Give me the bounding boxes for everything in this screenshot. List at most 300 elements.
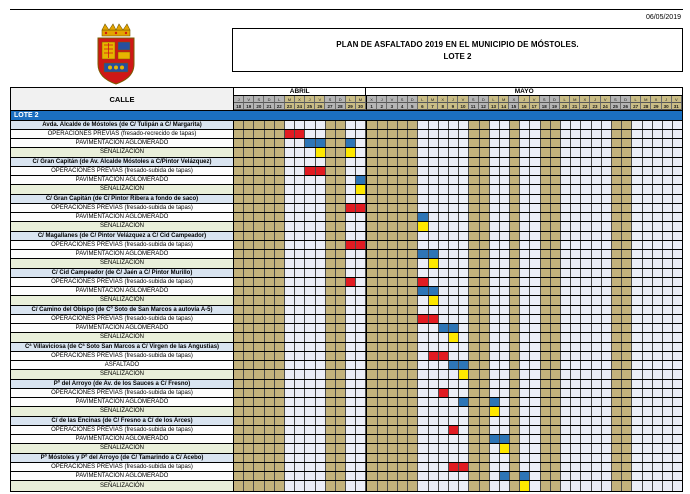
- street-label: C/ Magallanes (de C/ Pintor Velázquez a C/ Cid Campeador): [11, 232, 234, 240]
- activity-label: OPERACIONES PREVIAS (fresado-subida de tapas): [11, 426, 234, 434]
- day-cell: [592, 454, 602, 462]
- day-cell: [530, 380, 540, 388]
- day-cell: [469, 222, 479, 230]
- day-cell: [673, 222, 682, 230]
- day-cell: [673, 296, 682, 304]
- day-cell: [571, 167, 581, 175]
- day-cell: [663, 296, 673, 304]
- day-cell: [469, 176, 479, 184]
- day-cell: [265, 454, 275, 462]
- day-cell: [480, 454, 490, 462]
- day-cell: [429, 324, 439, 332]
- day-cell: [254, 241, 264, 249]
- day-cell: [265, 398, 275, 406]
- day-cell: [378, 278, 388, 286]
- day-cell: [612, 463, 622, 471]
- day-cell: [326, 232, 336, 240]
- day-cell: [439, 454, 449, 462]
- day-cell: [305, 444, 315, 452]
- day-cell: [459, 204, 469, 212]
- day-cell: [510, 370, 520, 378]
- day-cell: [418, 407, 428, 415]
- day-cell: [265, 139, 275, 147]
- day-cell: [336, 370, 346, 378]
- activity-label: PAVIMENTACIÓN AGLOMERADO: [11, 472, 234, 480]
- day-cell: [408, 306, 418, 314]
- day-cell: [632, 352, 642, 360]
- day-cell: [663, 158, 673, 166]
- day-cell: [295, 463, 305, 471]
- page-title: PLAN DE ASFALTADO 2019 EN EL MUNICIPIO DE MÓSTOLES.: [336, 39, 579, 49]
- day-cell: [673, 204, 682, 212]
- day-cell: [459, 241, 469, 249]
- day-cell: [643, 306, 653, 314]
- weekday-letter-cell: D: [479, 96, 489, 103]
- day-cell: [336, 454, 346, 462]
- day-cell: [673, 472, 682, 480]
- day-cell: [530, 481, 540, 490]
- day-strip: [234, 380, 682, 388]
- day-cell: [254, 185, 264, 193]
- day-cell: [439, 407, 449, 415]
- day-cell: [408, 130, 418, 138]
- day-cell: [265, 232, 275, 240]
- day-number-cell: 17: [530, 103, 540, 110]
- day-cell: [520, 389, 530, 397]
- day-cell: [490, 296, 500, 304]
- day-cell: [316, 463, 326, 471]
- day-cell: [449, 195, 459, 203]
- day-cell: [673, 380, 682, 388]
- day-cell: [592, 121, 602, 129]
- day-cell: [336, 407, 346, 415]
- day-cell: [439, 148, 449, 156]
- day-cell: [398, 398, 408, 406]
- day-cell: [469, 121, 479, 129]
- day-strip: [234, 241, 682, 249]
- day-cell: [275, 444, 285, 452]
- day-cell: [346, 444, 356, 452]
- day-cell: [551, 444, 561, 452]
- day-cell: [336, 444, 346, 452]
- street-label: C/ Gran Capitán (de Av. Alcalde Móstoles a C/Pintor Velázquez): [11, 158, 234, 166]
- day-cell: [378, 296, 388, 304]
- day-cell: [316, 287, 326, 295]
- gantt-bar-cell: [429, 352, 439, 360]
- day-cell: [622, 269, 632, 277]
- weekday-letter-cell: X: [580, 96, 590, 103]
- day-cell: [530, 389, 540, 397]
- day-cell: [275, 139, 285, 147]
- activity-label: OPERACIONES PREVIAS (fresado-subida de tapas): [11, 278, 234, 286]
- day-cell: [234, 222, 244, 230]
- gantt-bar-cell: [459, 398, 469, 406]
- day-cell: [388, 269, 398, 277]
- weekday-letter-cell: J: [519, 96, 529, 103]
- day-cell: [305, 343, 315, 351]
- day-cell: [356, 222, 366, 230]
- day-cell: [653, 287, 663, 295]
- day-cell: [244, 444, 254, 452]
- day-cell: [622, 121, 632, 129]
- day-cell: [429, 380, 439, 388]
- day-cell: [673, 241, 682, 249]
- day-cell: [459, 324, 469, 332]
- day-cell: [602, 222, 612, 230]
- day-cell: [622, 259, 632, 267]
- day-cell: [378, 250, 388, 258]
- day-cell: [602, 343, 612, 351]
- day-cell: [490, 167, 500, 175]
- day-cell: [581, 121, 591, 129]
- day-cell: [234, 324, 244, 332]
- weekday-letter-cell: J: [662, 96, 672, 103]
- day-cell: [459, 380, 469, 388]
- day-cell: [551, 121, 561, 129]
- day-cell: [326, 148, 336, 156]
- day-cell: [581, 361, 591, 369]
- day-cell: [275, 250, 285, 258]
- day-cell: [520, 241, 530, 249]
- day-cell: [285, 158, 295, 166]
- day-cell: [356, 315, 366, 323]
- day-cell: [602, 444, 612, 452]
- activity-row: [11, 315, 682, 324]
- day-cell: [295, 167, 305, 175]
- weekday-letter-cell: L: [275, 96, 285, 103]
- day-cell: [602, 407, 612, 415]
- day-cell: [592, 426, 602, 434]
- day-cell: [275, 148, 285, 156]
- day-cell: [449, 287, 459, 295]
- day-cell: [469, 287, 479, 295]
- day-strip: [234, 315, 682, 323]
- section-banner: LOTE 2: [11, 111, 682, 121]
- day-cell: [612, 398, 622, 406]
- day-cell: [490, 269, 500, 277]
- day-cell: [571, 278, 581, 286]
- day-cell: [316, 352, 326, 360]
- day-cell: [305, 204, 315, 212]
- gantt-bar-cell: [500, 472, 510, 480]
- day-cell: [398, 417, 408, 425]
- day-cell: [520, 148, 530, 156]
- day-cell: [265, 361, 275, 369]
- day-cell: [418, 380, 428, 388]
- day-cell: [500, 167, 510, 175]
- day-cell: [429, 370, 439, 378]
- day-cell: [295, 370, 305, 378]
- weekday-letter-cell: L: [489, 96, 499, 103]
- day-cell: [653, 324, 663, 332]
- day-cell: [254, 398, 264, 406]
- day-cell: [561, 380, 571, 388]
- day-cell: [490, 259, 500, 267]
- day-cell: [673, 306, 682, 314]
- weekday-letter-cell: S: [540, 96, 550, 103]
- day-cell: [305, 195, 315, 203]
- day-strip: [234, 444, 682, 452]
- day-cell: [551, 176, 561, 184]
- day-cell: [305, 454, 315, 462]
- day-cell: [643, 121, 653, 129]
- day-cell: [378, 176, 388, 184]
- day-cell: [530, 343, 540, 351]
- day-cell: [520, 130, 530, 138]
- day-cell: [581, 241, 591, 249]
- day-cell: [459, 269, 469, 277]
- day-cell: [378, 185, 388, 193]
- day-strip: [234, 158, 682, 166]
- day-cell: [520, 398, 530, 406]
- gantt-bar-cell: [449, 361, 459, 369]
- day-cell: [295, 278, 305, 286]
- day-cell: [581, 370, 591, 378]
- day-cell: [581, 139, 591, 147]
- day-cell: [622, 241, 632, 249]
- day-cell: [490, 204, 500, 212]
- day-cell: [316, 213, 326, 221]
- day-cell: [561, 121, 571, 129]
- day-cell: [592, 343, 602, 351]
- day-cell: [295, 195, 305, 203]
- day-cell: [622, 333, 632, 341]
- day-cell: [561, 259, 571, 267]
- day-cell: [602, 352, 612, 360]
- day-cell: [632, 278, 642, 286]
- day-cell: [673, 426, 682, 434]
- gantt-bar-cell: [305, 167, 315, 175]
- day-cell: [561, 185, 571, 193]
- day-cell: [459, 417, 469, 425]
- day-cell: [336, 426, 346, 434]
- gantt-bar-cell: [356, 176, 366, 184]
- day-cell: [500, 296, 510, 304]
- day-cell: [326, 333, 336, 341]
- day-cell: [295, 139, 305, 147]
- day-cell: [356, 259, 366, 267]
- day-cell: [336, 158, 346, 166]
- day-cell: [541, 176, 551, 184]
- day-cell: [632, 167, 642, 175]
- street-label: C/ Camino del Obispo (de Cº Soto de San Marcos a autovía A-5): [11, 306, 234, 314]
- day-cell: [632, 259, 642, 267]
- day-cell: [388, 130, 398, 138]
- day-cell: [429, 195, 439, 203]
- day-cell: [326, 343, 336, 351]
- day-cell: [571, 324, 581, 332]
- day-cell: [388, 343, 398, 351]
- day-cell: [459, 130, 469, 138]
- day-cell: [265, 315, 275, 323]
- day-strip: [234, 139, 682, 147]
- day-cell: [439, 130, 449, 138]
- day-cell: [612, 380, 622, 388]
- day-cell: [356, 454, 366, 462]
- day-cell: [346, 250, 356, 258]
- day-cell: [673, 139, 682, 147]
- day-cell: [510, 130, 520, 138]
- day-cell: [336, 306, 346, 314]
- day-cell: [366, 241, 377, 249]
- day-cell: [326, 278, 336, 286]
- day-number-cell: 12: [479, 103, 489, 110]
- day-cell: [305, 370, 315, 378]
- day-cell: [336, 148, 346, 156]
- day-cell: [520, 204, 530, 212]
- day-cell: [632, 472, 642, 480]
- day-cell: [326, 269, 336, 277]
- day-cell: [530, 130, 540, 138]
- day-cell: [316, 361, 326, 369]
- day-cell: [592, 287, 602, 295]
- day-cell: [275, 324, 285, 332]
- day-cell: [490, 315, 500, 323]
- day-cell: [326, 296, 336, 304]
- day-cell: [336, 176, 346, 184]
- day-cell: [366, 232, 377, 240]
- day-cell: [571, 232, 581, 240]
- day-cell: [622, 222, 632, 230]
- day-cell: [398, 176, 408, 184]
- day-cell: [530, 250, 540, 258]
- day-cell: [265, 306, 275, 314]
- day-cell: [602, 158, 612, 166]
- day-cell: [480, 167, 490, 175]
- day-cell: [612, 148, 622, 156]
- day-cell: [490, 454, 500, 462]
- day-cell: [500, 130, 510, 138]
- day-cell: [520, 232, 530, 240]
- activity-row: [11, 444, 682, 453]
- day-strip: [234, 259, 682, 267]
- activity-row: [11, 176, 682, 185]
- day-cell: [571, 398, 581, 406]
- day-cell: [254, 389, 264, 397]
- day-cell: [581, 278, 591, 286]
- day-cell: [254, 269, 264, 277]
- day-cell: [244, 148, 254, 156]
- day-cell: [449, 176, 459, 184]
- gantt-bar-cell: [439, 324, 449, 332]
- table-header: [11, 88, 682, 111]
- day-cell: [530, 352, 540, 360]
- day-cell: [653, 389, 663, 397]
- day-cell: [469, 213, 479, 221]
- day-cell: [602, 195, 612, 203]
- day-strip: [234, 213, 682, 221]
- day-cell: [244, 407, 254, 415]
- day-cell: [622, 130, 632, 138]
- day-cell: [480, 481, 490, 490]
- day-cell: [388, 389, 398, 397]
- day-cell: [439, 232, 449, 240]
- day-cell: [663, 259, 673, 267]
- day-cell: [663, 278, 673, 286]
- day-cell: [459, 426, 469, 434]
- day-cell: [602, 167, 612, 175]
- day-cell: [480, 426, 490, 434]
- day-cell: [398, 333, 408, 341]
- day-cell: [316, 333, 326, 341]
- day-cell: [643, 241, 653, 249]
- day-cell: [673, 343, 682, 351]
- day-cell: [244, 426, 254, 434]
- day-cell: [244, 333, 254, 341]
- day-cell: [429, 333, 439, 341]
- day-cell: [541, 472, 551, 480]
- day-cell: [234, 213, 244, 221]
- day-cell: [275, 370, 285, 378]
- day-cell: [581, 130, 591, 138]
- day-cell: [295, 232, 305, 240]
- day-cell: [480, 176, 490, 184]
- street-label: Pº del Arroyo (de Av. de los Sauces a C/ Fresno): [11, 380, 234, 388]
- day-cell: [490, 333, 500, 341]
- day-cell: [305, 361, 315, 369]
- day-cell: [398, 472, 408, 480]
- day-cell: [480, 158, 490, 166]
- day-cell: [244, 259, 254, 267]
- day-cell: [346, 380, 356, 388]
- day-cell: [571, 222, 581, 230]
- day-cell: [581, 333, 591, 341]
- day-cell: [326, 306, 336, 314]
- day-cell: [356, 306, 366, 314]
- day-cell: [275, 185, 285, 193]
- activity-label: SEÑALIZACIÓN: [11, 333, 234, 341]
- day-cell: [592, 213, 602, 221]
- day-cell: [254, 195, 264, 203]
- day-cell: [275, 315, 285, 323]
- day-cell: [356, 278, 366, 286]
- day-cell: [632, 426, 642, 434]
- day-cell: [500, 370, 510, 378]
- activity-label: SEÑALIZACIÓN: [11, 481, 234, 490]
- day-cell: [429, 222, 439, 230]
- day-cell: [378, 121, 388, 129]
- day-cell: [398, 278, 408, 286]
- day-cell: [541, 444, 551, 452]
- day-cell: [602, 361, 612, 369]
- day-cell: [459, 389, 469, 397]
- day-cell: [469, 380, 479, 388]
- day-cell: [449, 121, 459, 129]
- day-cell: [520, 167, 530, 175]
- day-cell: [592, 296, 602, 304]
- day-cell: [305, 463, 315, 471]
- day-cell: [643, 315, 653, 323]
- day-cell: [295, 296, 305, 304]
- day-cell: [541, 324, 551, 332]
- day-cell: [612, 343, 622, 351]
- day-cell: [378, 259, 388, 267]
- day-cell: [500, 185, 510, 193]
- day-cell: [244, 278, 254, 286]
- day-cell: [612, 167, 622, 175]
- month-cell: ABRIL: [234, 88, 366, 95]
- day-cell: [254, 250, 264, 258]
- day-cell: [469, 296, 479, 304]
- day-number-cell: 24: [295, 103, 305, 110]
- day-cell: [356, 139, 366, 147]
- day-cell: [673, 287, 682, 295]
- day-cell: [388, 204, 398, 212]
- day-cell: [663, 121, 673, 129]
- day-cell: [571, 472, 581, 480]
- weekday-letter-cell: J: [448, 96, 458, 103]
- day-cell: [622, 417, 632, 425]
